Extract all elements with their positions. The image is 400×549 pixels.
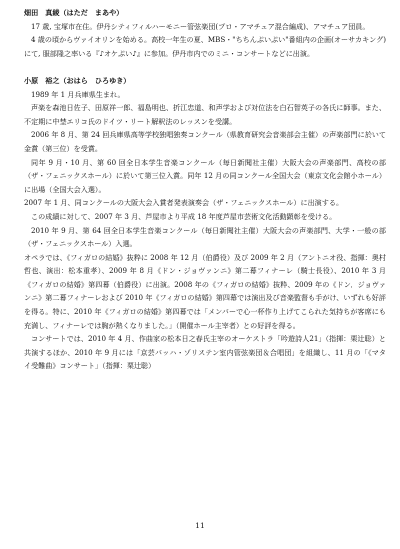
- paragraph: 同年 9 月・10 月、第 60 回全日本学生音楽コンクール（毎日新聞社主催）大阪大会の声楽部門、高校の部（ザ・フェニックスホール）に於いて第三位入賞。同年 12 月の同コンクール全国大会（東京文化会館小ホール）に出場（全国大会入選）。: [24, 157, 386, 194]
- paragraph: 声楽を森池日佐子、田原祥一郎、福島明也、折江忠道、和声学および対位法を白石智英子の各氏に師事。また、不定期に中埜エリコ氏のドイツ・リート解釈法のレッスンを受講。: [24, 103, 386, 126]
- section-hatada: [24, 6, 386, 60]
- paragraph: 17 歳, 宝塚市在住。伊丹シティフィルハーモニー管弦楽団(プロ・アマチュア混合編成)、アマチュア団員。: [31, 21, 370, 31]
- section-name-ohara: 小原 裕之（おはら ひろゆき）: [24, 75, 131, 85]
- paragraph: オペラでは、《フィガロの結婚》抜粋に 2008 年 12 月（伯爵役）及び 2009 年 2 月（アントニオ役、指揮：奥村哲也、演出：松本重孝）、2009 年 8 月《ドン・ジョヴァンニ》第二幕フィナーレ（騎士長役）、2010 年 3 月《フィガロの結婚》第四幕（伯爵役）に出演。2008 年の《フィガロの結婚》抜粋、2009 年の《ドン．ジョヴァンニ》第二幕フィナーレおよび 2010 年《フィガロの結婚》第四幕では演出及び音楽監督も手がけ、いずれも好評を得る。特に、2010 年《フィガロの結婚》第四幕では「メンバーで心一杯作り上げてこられた気持ちが客席にも充満し、フィナーレでは胸が熱くなりました。」（開催ホール主宰者）との好評を得る。: [24, 252, 386, 330]
- document-page: [24, 6, 386, 373]
- page-number: 11: [195, 521, 205, 530]
- paragraph: 2006 年 8 月、第 24 回兵庫県高等学校独唱独奏コンクール（県教育研究会音楽部会主催）の声楽部門に於いて金賞（第三位）を受賞。: [24, 130, 386, 153]
- paragraph: この成績に対して、2007 年 3 月、芦屋市より平成 18 年度芦屋市芸術文化活動顕彰を受ける。: [31, 211, 337, 221]
- paragraph: 1989 年 1 月兵庫県生まれ。: [31, 89, 125, 99]
- section-ohara: [24, 74, 386, 373]
- paragraph: 2010 年 9 月、第 64 回全日本学生音楽コンクール（毎日新聞社主催）大阪大会の声楽部門、大学・一般の部（ザ・フェニックスホール）入選。: [24, 225, 386, 249]
- section-name-hatada: 畑田 真綾（はただ まあや）: [24, 8, 124, 17]
- paragraph: 4 歳の頃からヴァイオリンを始める。高校一年生の夏、MBS・"ちちんぷいぷい"番組内の企画(オーサカキング)にて, 服部隆之率いる『♪オケぷい♪』に参加。伊丹市内でのミニ・コンサートなどに出演。: [24, 35, 386, 58]
- paragraph: コンサートでは、2010 年 4 月、作曲家の松本日之春氏主宰のオーケストラ「吟遊詩人21」（指揮：栗辻聡）と共演するほか、2010 年 9 月には「京芸バッハ・ゾリステン室内管弦楽団＆合唱団」を組織し、11 月の「《マタイ受難曲》コンサート」（指揮：栗辻聡）: [24, 334, 386, 371]
- paragraph: 2007 年 1 月、同コンクールの大阪大会入賞者発表演奏会（ザ・フェニックスホール）に出演する。: [24, 198, 344, 208]
- section-spacer: [24, 60, 386, 74]
